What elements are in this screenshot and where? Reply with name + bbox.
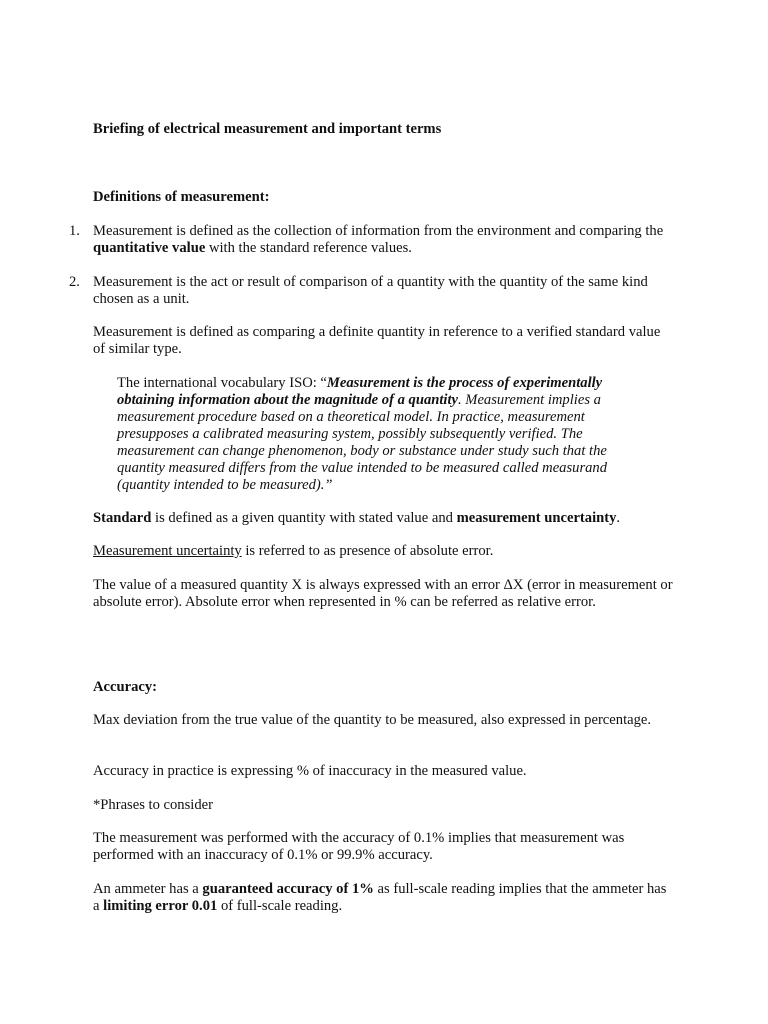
uncertainty-definition (93, 543, 673, 560)
list-number-1: 1. (69, 223, 80, 239)
accuracy-definition: Max deviation from the true value of the quantity to be measured, also expressed in percentage. (93, 712, 652, 728)
standard-definition (93, 510, 673, 527)
definition-item-1-text-b: with the standard reference values. (205, 240, 412, 256)
accuracy-practice: Accuracy in practice is expressing % of inaccuracy in the measured value. (93, 763, 527, 779)
ammeter-text-a: An ammeter has a (93, 881, 203, 897)
accuracy-heading: Accuracy: (93, 679, 158, 695)
standard-end: . (616, 510, 621, 526)
uncertainty-term: Measurement uncertainty (93, 543, 242, 559)
definitions-heading: Definitions of measurement: (93, 189, 270, 205)
standard-term: Standard (93, 510, 152, 526)
definition-item-1-text-a: Measurement is defined as the collection of information from the environment and comparing the (93, 223, 664, 239)
ammeter-example (93, 881, 673, 915)
measurement-uncertainty-term: measurement uncertainty (456, 510, 617, 526)
verified-standard-paragraph: Measurement is defined as comparing a definite quantity in reference to a verified standard value of similar type. (93, 324, 661, 357)
iso-quote-body: . Measurement implies a measurement procedure based on a theoretical model. In practice, measurement presupposes a calibrated measuring system, possibly subsequently verified. The measurement can change phenomenon, body or substance under study such that the quantity measured differs from the value intended to be measured called measurand (quantity intended to be measured). (117, 392, 608, 493)
absolute-error-paragraph: The value of a measured quantity X is always expressed with an error ΔX (error in measurement or absolute error). Absolute error when represented in % can be referred as relative error. (93, 577, 673, 610)
iso-quote-close: ” (324, 477, 333, 493)
iso-quote (117, 375, 652, 494)
accuracy-example: The measurement was performed with the accuracy of 0.1% implies that measurement was performed with an inaccuracy of 0.1% or 99.9% accuracy. (93, 830, 625, 863)
ammeter-text-b: as full-scale reading implies that the ammeter has a (93, 881, 667, 914)
document-title: Briefing of electrical measurement and important terms (93, 121, 442, 137)
definition-item-1 (93, 223, 673, 257)
limiting-error-term: limiting error 0.01 (103, 898, 218, 914)
quantitative-value-term: quantitative value (93, 240, 206, 256)
standard-text: is defined as a given quantity with stated value and (151, 510, 457, 526)
list-number-2: 2. (69, 274, 80, 290)
definition-item-2: Measurement is the act or result of comparison of a quantity with the quantity of the same kind chosen as a unit. (93, 274, 648, 307)
ammeter-text-c: of full-scale reading. (217, 898, 343, 914)
phrases-note: *Phrases to consider (93, 797, 213, 813)
guaranteed-accuracy-term: guaranteed accuracy of 1% (202, 881, 374, 897)
iso-quote-lead: The international vocabulary ISO: “ (117, 375, 327, 391)
iso-quote-emphasis: Measurement is the process of experimentally obtaining information about the magnitude of a quantity (117, 375, 603, 408)
uncertainty-text: is referred to as presence of absolute error. (241, 543, 494, 559)
